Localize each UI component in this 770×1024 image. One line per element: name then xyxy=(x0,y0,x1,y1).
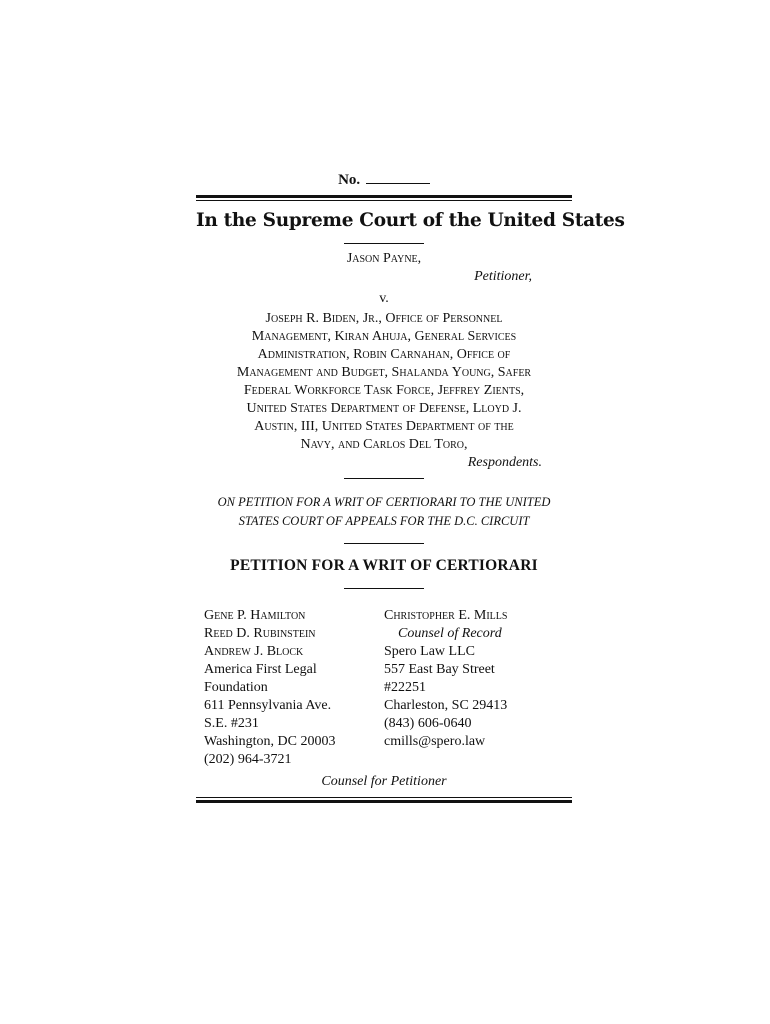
on-petition-line: ON PETITION FOR A WRIT OF CERTIORARI TO THE UNITED xyxy=(217,495,551,509)
respondents-role: Respondents. xyxy=(467,455,542,470)
respondent-line: Austin, III, United States Department of the xyxy=(254,419,514,434)
counsel-address: 611 Pennsylvania Ave. xyxy=(204,698,332,713)
counsel-name: Andrew J. Block xyxy=(204,644,304,659)
counsel-phone: (202) 964-3721 xyxy=(204,752,292,767)
respondent-line: United States Department of Defense, Lloyd J. xyxy=(246,401,522,416)
counsel-address: #22251 xyxy=(384,680,426,695)
on-petition-line: STATES COURT OF APPEALS FOR THE D.C. CIRCUIT xyxy=(238,514,530,528)
counsel-for-petitioner: Counsel for Petitioner xyxy=(321,774,447,789)
counsel-right-column xyxy=(384,607,572,769)
counsel-name: Reed D. Rubinstein xyxy=(204,626,316,641)
divider-4 xyxy=(344,588,424,589)
counsel-address: S.E. #231 xyxy=(204,716,259,731)
counsel-phone: (843) 606-0640 xyxy=(384,716,472,731)
divider-2 xyxy=(344,478,424,479)
respondent-line: Navy, and Carlos Del Toro, xyxy=(300,437,468,452)
respondents-list xyxy=(196,310,572,454)
respondent-line: Administration, Robin Carnahan, Office of xyxy=(257,347,511,362)
counsel-email: cmills@spero.law xyxy=(384,734,486,749)
counsel-address: Charleston, SC 29413 xyxy=(384,698,508,713)
counsel-left-column xyxy=(196,607,384,769)
bottom-double-rule xyxy=(196,797,572,803)
court-title: In the Supreme Court of the United States xyxy=(196,210,625,231)
counsel-firm: Spero Law LLC xyxy=(384,644,475,659)
counsel-organization: America First Legal xyxy=(204,662,317,677)
counsel-block xyxy=(196,607,572,769)
counsel-of-record-label: Counsel of Record xyxy=(398,626,502,641)
docket-number xyxy=(196,170,572,190)
document-title: PETITION FOR A WRIT OF CERTIORARI xyxy=(230,557,538,574)
docket-label: No. xyxy=(338,172,361,188)
respondent-line: Management, Kiran Ahuja, General Services xyxy=(251,329,517,344)
respondent-line: Management and Budget, Shalanda Young, Safer xyxy=(236,365,532,380)
petitioner-role: Petitioner, xyxy=(474,269,532,284)
top-double-rule xyxy=(196,195,572,201)
respondent-line: Federal Workforce Task Force, Jeffrey Zients, xyxy=(243,383,525,398)
docket-blank xyxy=(366,170,430,184)
petitioner-name: Jason Payne, xyxy=(346,251,422,266)
counsel-organization: Foundation xyxy=(204,680,268,695)
versus: v. xyxy=(379,291,389,306)
divider-1 xyxy=(344,243,424,244)
counsel-address: 557 East Bay Street xyxy=(384,662,495,677)
counsel-of-record-name: Christopher E. Mills xyxy=(384,608,508,623)
divider-3 xyxy=(344,543,424,544)
cover-page xyxy=(196,170,625,803)
counsel-address: Washington, DC 20003 xyxy=(204,734,336,749)
on-petition-statement xyxy=(196,493,572,531)
respondent-line: Joseph R. Biden, Jr., Office of Personnel xyxy=(265,311,503,326)
counsel-name: Gene P. Hamilton xyxy=(204,608,306,623)
